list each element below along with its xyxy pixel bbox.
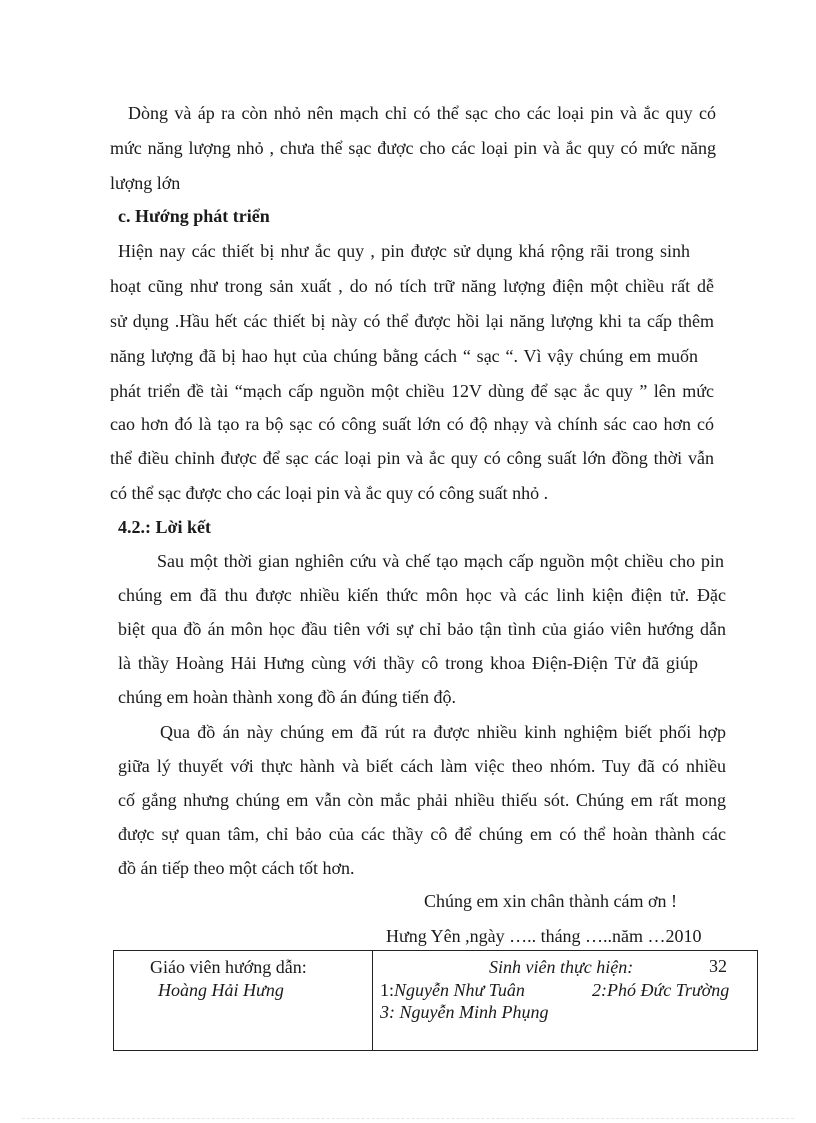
- advisor-name: Hoàng Hải Hưng: [158, 980, 284, 1000]
- conclusion-para1-line: biệt qua đồ án môn học đầu tiên với sự chỉ bảo tận tình của giáo viên hướng dẫn: [118, 619, 726, 639]
- conclusion-para2-line: được sự quan tâm, chỉ bảo của các thầy cô để chúng em có thể hoàn thành các: [118, 824, 726, 844]
- section-c-line: phát triển đề tài “mạch cấp nguồn một chiều 12V dùng để sạc ắc quy ” lên mức: [110, 381, 714, 401]
- table-divider: [372, 951, 373, 1050]
- closing-date-line: Hưng Yên ,ngày ….. tháng …..năm …2010: [386, 926, 702, 946]
- conclusion-para1-line: là thầy Hoàng Hải Hưng cùng với thầy cô trong khoa Điện-Điện Tử đã giúp: [118, 653, 698, 673]
- section-heading-development: c. Hướng phát triển: [118, 206, 270, 226]
- conclusion-para2-line: đồ án tiếp theo một cách tốt hơn.: [118, 858, 355, 878]
- student-2-name: 2:Phó Đức Trường: [592, 980, 730, 1000]
- page-bottom-edge: [22, 1118, 794, 1119]
- conclusion-para2-line: Qua đồ án này chúng em đã rút ra được nhiều kinh nghiệm biết phối hợp: [160, 722, 726, 742]
- section-c-line: cao hơn đó là tạo ra bộ sạc có công suất lớn có độ nhạy và chính sác cao hơn có: [110, 414, 714, 434]
- signature-table: [113, 950, 758, 1051]
- paragraph-1-line: lượng lớn: [110, 173, 181, 193]
- student-3-name: 3: Nguyễn Minh Phụng: [380, 1002, 549, 1022]
- section-c-line: hoạt cũng như trong sản xuất , do nó tích trữ năng lượng điện một chiều rất dễ: [110, 276, 714, 296]
- conclusion-para1-line: chúng em hoàn thành xong đồ án đúng tiến độ.: [118, 687, 456, 707]
- section-c-line: thể điều chỉnh được để sạc các loại pin và ắc quy có công suất lớn đồng thời vẫn: [110, 448, 714, 468]
- conclusion-para2-line: giữa lý thuyết với thực hành và biết cách làm việc theo nhóm. Tuy đã có nhiều: [118, 756, 726, 776]
- page-number: 32: [709, 956, 727, 976]
- conclusion-para2-line: cố gắng nhưng chúng em vẫn còn mắc phải nhiều thiếu sót. Chúng em rất mong: [118, 790, 726, 810]
- section-c-line: sử dụng .Hầu hết các thiết bị này có thể được hồi lại năng lượng khi ta cấp thêm: [110, 311, 714, 331]
- paragraph-1-line: Dòng và áp ra còn nhỏ nên mạch chỉ có thể sạc cho các loại pin và ắc quy có: [128, 103, 716, 123]
- section-heading-conclusion: 4.2.: Lời kết: [118, 517, 211, 537]
- conclusion-para1-line: Sau một thời gian nghiên cứu và chế tạo mạch cấp nguồn một chiều cho pin: [157, 551, 724, 571]
- section-c-line: Hiện nay các thiết bị như ắc quy , pin được sử dụng khá rộng rãi trong sinh: [118, 241, 690, 261]
- student-1-number: 1:: [380, 980, 395, 1000]
- conclusion-para1-line: chúng em đã thu được nhiều kiến thức môn học và các linh kiện điện tử. Đặc: [118, 585, 726, 605]
- students-label: Sinh viên thực hiện:: [489, 957, 634, 977]
- closing-thanks: Chúng em xin chân thành cám ơn !: [424, 891, 677, 911]
- section-c-line: năng lượng đã bị hao hụt của chúng bằng cách “ sạc “. Vì vậy chúng em muốn: [110, 346, 698, 366]
- paragraph-1-line: mức năng lượng nhỏ , chưa thể sạc được cho các loại pin và ắc quy có mức năng: [110, 138, 716, 158]
- section-c-line: có thể sạc được cho các loại pin và ắc quy có công suất nhỏ .: [110, 483, 549, 503]
- advisor-label: Giáo viên hướng dẫn:: [150, 957, 307, 977]
- student-1-name: Nguyễn Như Tuân: [394, 980, 525, 1000]
